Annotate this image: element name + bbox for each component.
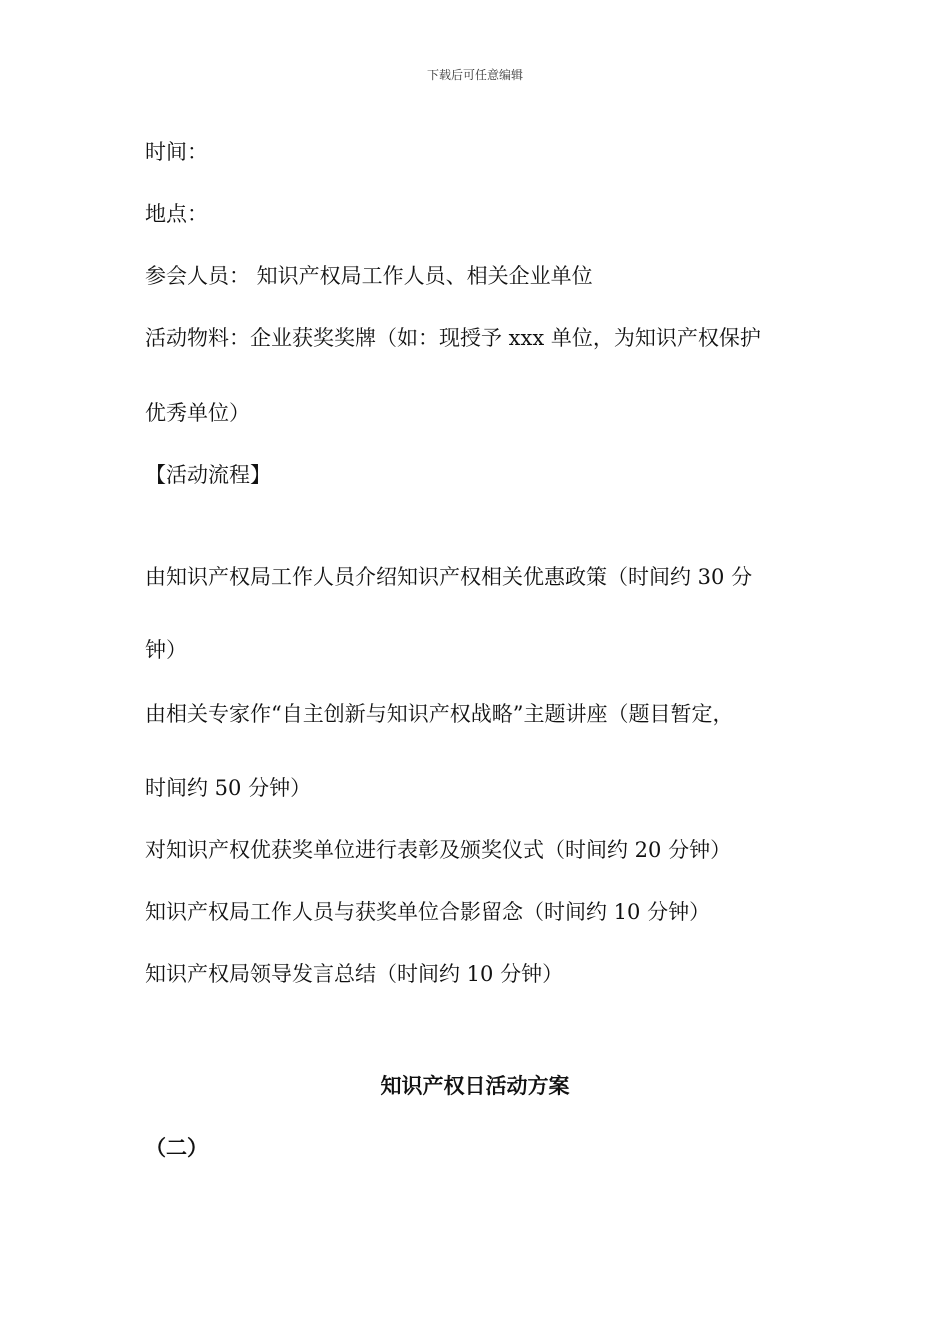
page-header: 下载后可任意编辑 xyxy=(426,68,523,82)
step-2-line-1: 由相关专家作“自主创新与知识产权战略”主题讲座（题目暂定， xyxy=(145,702,734,726)
materials-line-1: 活动物料：企业获奖奖牌（如：现授予 xxx 单位，为知识产权保护 xyxy=(145,326,761,350)
materials-line-2: 优秀单位） xyxy=(145,401,250,425)
process-heading: 【活动流程】 xyxy=(145,463,271,487)
time-label: 时间： xyxy=(145,140,208,164)
section-subtitle: （二） xyxy=(145,1135,208,1160)
step-3: 对知识产权优获奖单位进行表彰及颁奖仪式（时间约 20 分钟） xyxy=(145,838,732,862)
step-1-line-2: 钟） xyxy=(145,638,187,662)
step-2-line-2: 时间约 50 分钟） xyxy=(145,776,312,800)
section-title: 知识产权日活动方案 xyxy=(380,1073,570,1098)
step-5: 知识产权局领导发言总结（时间约 10 分钟） xyxy=(145,962,564,986)
attendees-line: 参会人员： 知识产权局工作人员、相关企业单位 xyxy=(145,264,593,288)
place-label: 地点： xyxy=(145,202,208,226)
step-1-line-1: 由知识产权局工作人员介绍知识产权相关优惠政策（时间约 30 分 xyxy=(145,565,753,589)
step-4: 知识产权局工作人员与获奖单位合影留念（时间约 10 分钟） xyxy=(145,900,711,924)
